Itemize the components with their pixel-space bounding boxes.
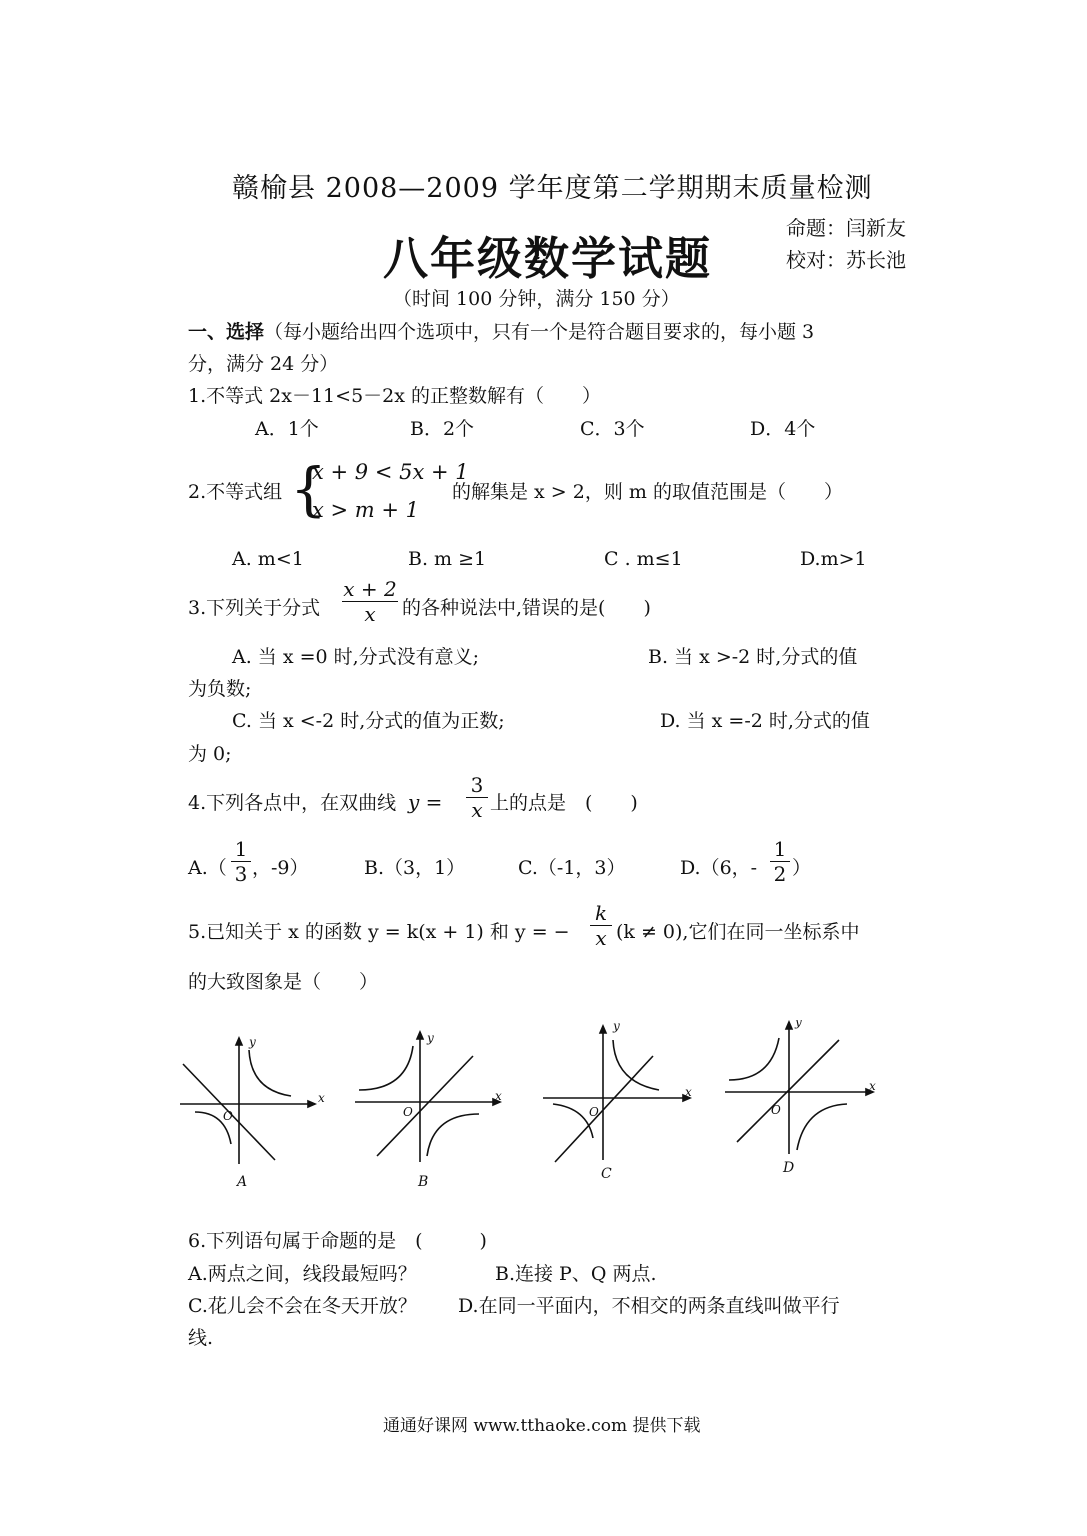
frac-den: 3	[234, 862, 248, 886]
q4-suffix: 上的点是 ( )	[490, 792, 638, 814]
q3-fraction	[342, 578, 398, 625]
q4-option-b: B.（3，1）	[364, 857, 466, 879]
q5-line2: 的大致图象是（ ）	[188, 971, 379, 993]
q4-fraction	[466, 774, 488, 821]
graph-c-origin: O	[589, 1105, 599, 1119]
q6-option-c: C.花儿会不会在冬天开放？	[188, 1295, 417, 1317]
q5-graph-options	[175, 1020, 895, 1200]
q1-stem: 1.不等式 2x－11<5－2x 的正整数解有（ ）	[188, 385, 602, 407]
section-title: 一、选择	[188, 321, 265, 343]
graph-b-label: B	[418, 1174, 429, 1190]
q1-option-a: A．1个	[255, 418, 319, 440]
graph-a-curve-1	[249, 1050, 291, 1096]
author-credit: 命题：闫新友	[786, 216, 906, 240]
proofreader-credit: 校对：苏长池	[786, 248, 906, 272]
q5-suffix: (k ≠ 0),它们在同一坐标系中	[616, 921, 860, 943]
q4-option-a-fraction	[231, 838, 251, 885]
q5-fraction	[590, 902, 612, 949]
q1-option-d: D．4个	[750, 418, 816, 440]
graph-c	[543, 1026, 690, 1162]
graph-d-curve-2	[797, 1104, 847, 1150]
graph-c-y-label: y	[613, 1020, 620, 1033]
q1-option-c: C．3个	[580, 418, 645, 440]
graph-d-curve-1	[729, 1038, 779, 1080]
q3-prefix: 3.下列关于分式	[188, 597, 321, 619]
q4-option-d-post: ）	[792, 857, 812, 879]
frac-num: 1	[234, 837, 248, 861]
graph-a-y-label: y	[249, 1035, 256, 1049]
y-axis-arrow	[600, 1026, 606, 1033]
graph-b-y-label: y	[427, 1031, 434, 1045]
q2-system-line2: x > m + 1	[312, 498, 420, 522]
section-heading	[188, 320, 814, 344]
q6-option-d: D.在同一平面内，不相交的两条直线叫做平行	[458, 1295, 840, 1317]
graph-b-curve-2	[427, 1114, 479, 1156]
q5-frac-den: x	[595, 926, 607, 950]
exam-subtitle: 赣榆县 2008—2009 学年度第二学期期末质量检测	[232, 173, 873, 204]
q4-option-a-pre: A.（	[188, 857, 227, 879]
q6-option-b: B.连接 P、Q 两点.	[495, 1263, 657, 1285]
q2-option-d: D.m>1	[800, 548, 867, 570]
graph-d-origin: O	[771, 1103, 781, 1117]
graph-a	[180, 1038, 315, 1164]
q4-prefix: 4.下列各点中，在双曲线	[188, 792, 397, 814]
y-axis-arrow	[786, 1022, 792, 1029]
footer-source: 通通好课网 www.tthaoke.com 提供下载	[383, 1416, 701, 1436]
q4-option-d-pre: D.（6，-	[680, 857, 758, 879]
q3-option-b-cont: 为负数;	[188, 678, 252, 700]
q4-option-c: C.（-1，3）	[518, 857, 626, 879]
graph-d	[725, 1022, 873, 1154]
q1-option-b: B．2个	[410, 418, 475, 440]
graph-d-y-label: y	[795, 1020, 802, 1029]
graph-c-curve-2	[553, 1104, 593, 1138]
graph-d-x-label: x	[869, 1079, 876, 1093]
graph-b-line	[377, 1056, 473, 1156]
q3-option-b: B. 当 x >-2 时,分式的值	[648, 646, 858, 668]
q4-frac-den: x	[471, 798, 483, 822]
graph-b-origin: O	[403, 1105, 413, 1119]
q3-frac-den: x	[364, 602, 376, 626]
exam-title: 八年级数学试题	[383, 232, 713, 285]
y-axis-arrow	[417, 1032, 423, 1039]
graph-a-origin: O	[223, 1109, 233, 1123]
time-info: （时间 100 分钟，满分 150 分）	[393, 288, 680, 310]
q6-option-d-cont: 线.	[188, 1327, 214, 1349]
x-axis-arrow	[308, 1101, 315, 1107]
graph-c-label: C	[601, 1166, 612, 1182]
q6-option-a: A.两点之间，线段最短吗？	[188, 1263, 417, 1285]
q2-prefix: 2.不等式组	[188, 481, 283, 503]
graph-c-x-label: x	[685, 1085, 692, 1099]
q4-option-a-post: ，-9）	[252, 857, 309, 879]
q4-frac-num: 3	[470, 773, 484, 797]
q6-stem: 6.下列语句属于命题的是 ( )	[188, 1230, 487, 1252]
graph-c-curve-1	[613, 1040, 659, 1090]
graph-d-line	[737, 1040, 839, 1142]
q5-prefix: 5.已知关于 x 的函数 y = k(x + 1) 和 y = −	[188, 921, 570, 943]
q2-option-a: A. m<1	[232, 548, 304, 570]
graph-b	[355, 1032, 500, 1162]
q2-option-c: C . m≤1	[604, 548, 683, 570]
q4-option-d-fraction	[770, 838, 790, 885]
section-desc-cont: 分，满分 24 分）	[188, 353, 339, 375]
q2-suffix: 的解集是 x > 2，则 m 的取值范围是（ ）	[452, 481, 843, 503]
q3-suffix: 的各种说法中,错误的是( )	[402, 597, 651, 619]
frac-den: 2	[773, 862, 787, 886]
q5-frac-num: k	[594, 901, 608, 925]
y-axis-arrow	[236, 1038, 242, 1045]
graph-b-curve-1	[359, 1046, 413, 1090]
graph-a-label: A	[237, 1174, 248, 1190]
q3-option-d-cont: 为 0;	[188, 743, 232, 765]
left-brace: {	[290, 455, 327, 523]
frac-num: 1	[773, 837, 787, 861]
graph-a-x-label: x	[318, 1091, 325, 1105]
q3-option-d: D. 当 x =-2 时,分式的值	[660, 710, 870, 732]
q2-system-line1: x + 9 < 5x + 1	[312, 460, 469, 484]
q2-option-b: B. m ≥1	[408, 548, 487, 570]
q3-frac-num: x + 2	[343, 577, 397, 601]
q4-eq-lhs: y =	[408, 790, 443, 814]
q3-option-c: C. 当 x <-2 时,分式的值为正数;	[232, 710, 505, 732]
q3-option-a: A. 当 x =0 时,分式没有意义;	[232, 646, 480, 668]
section-desc: （每小题给出四个选项中，只有一个是符合题目要求的，每小题 3	[264, 321, 815, 343]
graph-b-x-label: x	[495, 1089, 502, 1103]
graph-d-label: D	[783, 1160, 795, 1176]
